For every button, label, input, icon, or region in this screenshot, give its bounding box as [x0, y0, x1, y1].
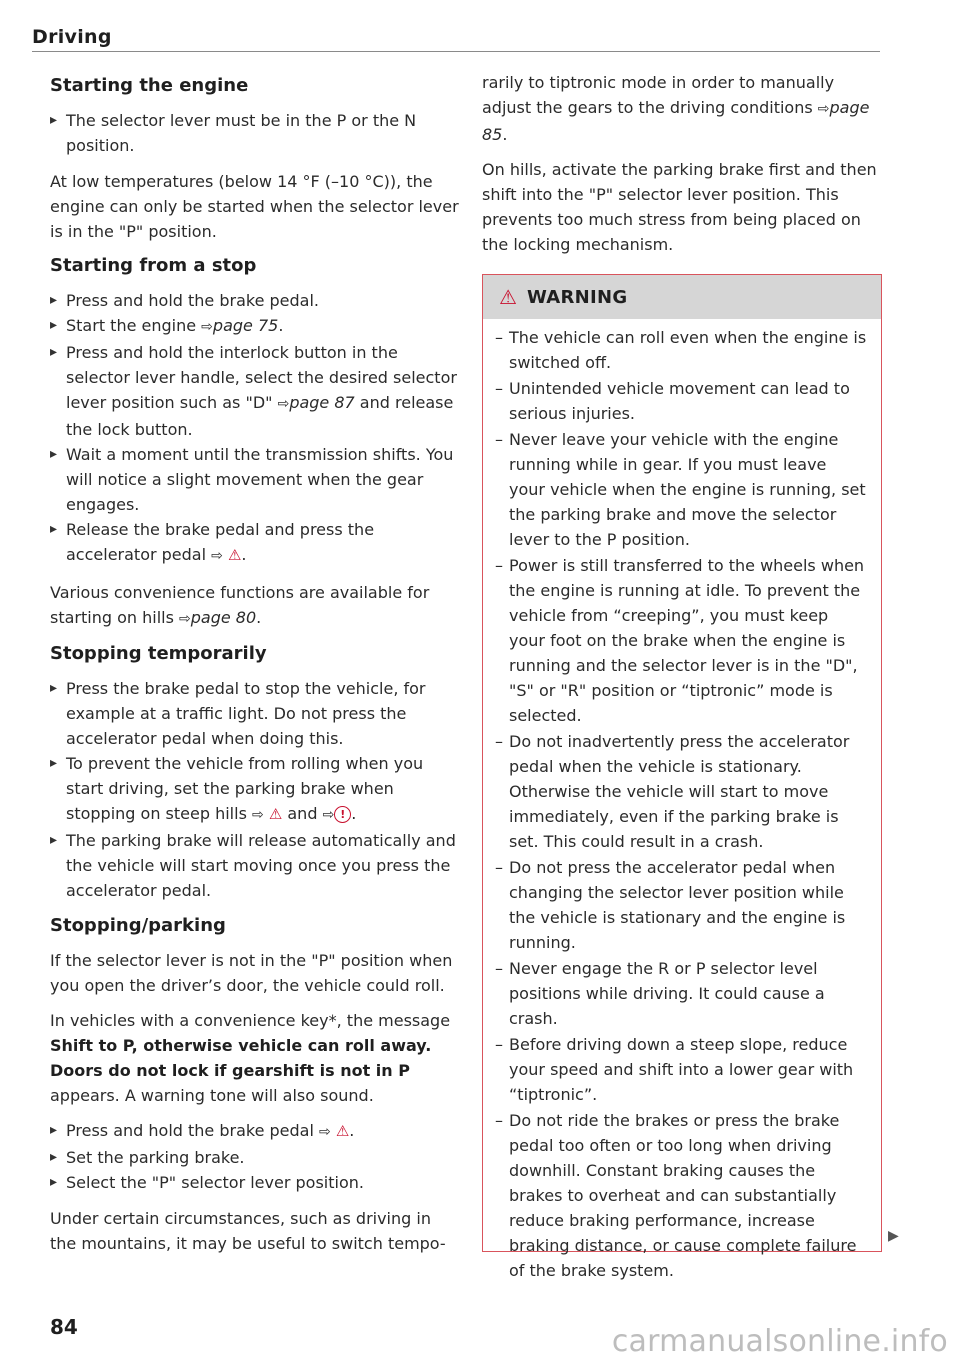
warning-item: – Never engage the R or P selector level positions while driving. It could cause a crash. [509, 956, 867, 1031]
steps-stopping-parking [50, 1118, 460, 1195]
warning-triangle-icon[interactable]: ⚠ [227, 546, 242, 564]
heading-starting-engine: Starting the engine [50, 75, 249, 96]
warning-triangle-icon[interactable]: ⚠ [335, 1122, 350, 1140]
paragraph-text: rarily to tiptronic mode in order to manually adjust the gears to the driving conditions [482, 73, 835, 117]
page-reference-link[interactable]: page 80 [190, 608, 257, 627]
steps-starting-engine [50, 108, 460, 158]
paragraph-hills-parking: On hills, activate the parking brake first and then shift into the "P" selector lever position. This prevents too much stress from being placed on the locking mechanism. [482, 160, 877, 254]
step-item: ▸ Press and hold the brake pedal. [50, 288, 460, 313]
right-column [482, 70, 882, 267]
warning-triangle-icon: ⚠ [499, 285, 517, 309]
step-item: ▸ The selector lever must be in the P or the N position. [50, 108, 460, 158]
paragraph-tiptronic: rarily to tiptronic mode in order to manually adjust the gears to the driving conditions ⇨page 85. [482, 73, 870, 144]
step-item: ▸ To prevent the vehicle from rolling when you start driving, set the parking brake when stopping on steep hills ⇨ ⚠ and ⇨ ! . [50, 751, 460, 828]
paragraph-hill-functions: Various convenience functions are available for starting on hills ⇨page 80. [50, 583, 430, 627]
page-reference-link[interactable]: page 85 [482, 98, 870, 144]
paragraph-mountains: Under certain circumstances, such as driving in the mountains, it may be useful to switch tempo- [50, 1209, 446, 1253]
heading-stopping-parking: Stopping/parking [50, 915, 226, 936]
note-circle-icon[interactable]: ! [334, 806, 351, 823]
warning-item: – Do not inadvertently press the accelerator pedal when the vehicle is stationary. Otherwise the vehicle will start to move immediately, even if the parking brake is set. This could result in a crash. [509, 729, 867, 854]
continue-arrow-icon: ▶ [888, 1228, 899, 1244]
left-column [50, 70, 460, 1266]
step-text: Press and hold the interlock button in the selector lever handle, select the desired selector lever position such as "D" [66, 343, 457, 412]
step-item: ▸ Set the parking brake. [50, 1145, 460, 1170]
step-text: Press and hold the brake pedal [66, 1121, 319, 1140]
warning-box [482, 274, 882, 1280]
arrow-ref-icon: ⇨ [277, 396, 290, 412]
warning-item: – Do not press the accelerator pedal when changing the selector lever position while the vehicle is stationary and the engine is running. [509, 855, 867, 955]
warning-triangle-icon[interactable]: ⚠ [268, 805, 283, 823]
heading-stopping-temporarily: Stopping temporarily [50, 643, 267, 664]
section-header: Driving [32, 26, 112, 48]
display-message: Shift to P, otherwise vehicle can roll away. Doors do not lock if gearshift is not in P [50, 1036, 432, 1080]
step-text: Start the engine [66, 316, 202, 335]
warning-item: – Before driving down a steep slope, reduce your speed and shift into a lower gear with “tiptronic”. [509, 1032, 867, 1107]
arrow-ref-icon: ⇨ [322, 807, 335, 823]
warning-item: – Never leave your vehicle with the engine running while in gear. If you must leave your vehicle when the engine is running, set the parking brake and move the selector lever to the P position. [509, 427, 867, 552]
paragraph-text: appears. A warning tone will also sound. [50, 1086, 374, 1105]
paragraph-text: In vehicles with a convenience key*, the message [50, 1011, 451, 1030]
page-number: 84 [50, 1315, 78, 1339]
warning-header [483, 275, 881, 319]
step-item: ▸ Wait a moment until the transmission shifts. You will notice a slight movement when the gear engages. [50, 442, 460, 517]
warning-item: – The vehicle can roll even when the engine is switched off. [509, 325, 867, 375]
step-item: ▸ Release the brake pedal and press the accelerator pedal ⇨ ⚠. [50, 517, 460, 569]
warning-item: – Unintended vehicle movement can lead to serious injuries. [509, 376, 867, 426]
steps-stopping-temporarily [50, 676, 460, 903]
step-text: Release the brake pedal and press the accelerator pedal [66, 520, 375, 564]
arrow-ref-icon: ⇨ [319, 1124, 331, 1140]
arrow-ref-icon: ⇨ [252, 807, 264, 823]
paragraph-text: Various convenience functions are available for starting on hills [50, 583, 430, 627]
page-reference-link[interactable]: page 87 [289, 393, 355, 412]
page-reference-link[interactable]: page 75 [212, 316, 279, 335]
arrow-ref-icon: ⇨ [211, 548, 223, 564]
step-text: and [282, 804, 323, 823]
warning-title: WARNING [526, 286, 628, 308]
paragraph-convenience-key [50, 1008, 460, 1108]
step-item: ▸ Press and hold the brake pedal ⇨ ⚠. [50, 1118, 460, 1145]
steps-starting-stop [50, 288, 460, 569]
step-item [50, 340, 460, 442]
step-text: and release the lock button. [66, 393, 454, 439]
step-item: ▸ Press the brake pedal to stop the vehicle, for example at a traffic light. Do not press the accelerator pedal when doing this. [50, 676, 460, 751]
warning-item: – Power is still transferred to the wheels when the engine is running at idle. To prevent the vehicle from “creeping”, you must keep your foot on the brake when the engine is running and the selector lever is in the "D", "S" or "R" position or “tiptronic” mode is selected. [509, 553, 867, 728]
arrow-ref-icon: ⇨ [817, 101, 830, 117]
step-item: ▸ Select the "P" selector lever position. [50, 1170, 460, 1195]
step-item: ▸ The parking brake will release automatically and the vehicle will start moving once you press the accelerator pedal. [50, 828, 460, 903]
step-text: To prevent the vehicle from rolling when you start driving, set the parking brake when stopping on steep hills [66, 754, 424, 823]
arrow-ref-icon: ⇨ [201, 319, 213, 335]
warning-list [483, 319, 881, 1283]
step-item: ▸ Start the engine ⇨page 75. [50, 313, 460, 340]
arrow-ref-icon: ⇨ [179, 611, 191, 627]
header-rule [32, 51, 880, 52]
paragraph-roll-risk: If the selector lever is not in the "P" position when you open the driver’s door, the vehicle could roll. [50, 951, 453, 995]
warning-item: – Do not ride the brakes or press the brake pedal too often or too long when driving downhill. Constant braking causes the brakes to overheat and can substantially reduce braking performance, increase braking distance, or cause complete failure of the brake system. [509, 1108, 867, 1283]
heading-starting-stop: Starting from a stop [50, 255, 257, 276]
watermark: carmanualsonline.info [611, 1324, 948, 1359]
paragraph-low-temperature: At low temperatures (below 14 °F (–10 °C)), the engine can only be started when the selector lever is in the "P" position. [50, 172, 459, 241]
